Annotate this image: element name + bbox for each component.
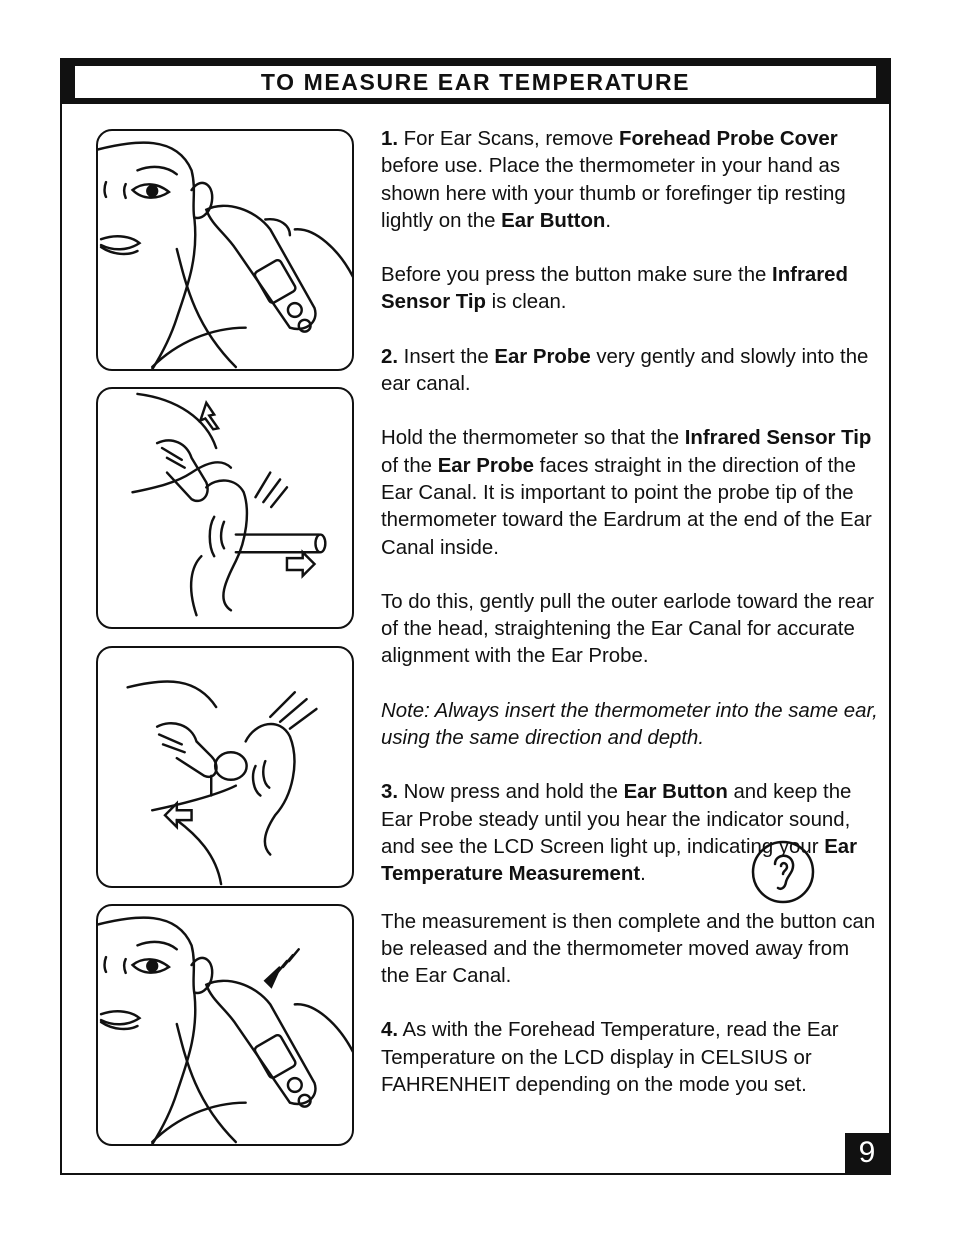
step-4-paragraph: 4. As with the Forehead Temperature, read the Ear Temperature on the LCD display in CELSIUS or FAHRENHEIT depending on the mode you set. — [381, 1019, 839, 1097]
step-1-paragraph: 1. For Ear Scans, remove Forehead Probe Cover before use. Place the thermometer in your hand as shown here with your thumb or forefinger tip resting lightly on the Ear Button. — [381, 128, 846, 232]
pull-earlode-paragraph: To do this, gently pull the outer earlode toward the rear of the head, straightening the Ear Canal for accurate alignment with the Ear Probe. — [381, 590, 875, 668]
page-frame — [60, 58, 891, 1175]
ear-pull-illustration — [96, 387, 354, 629]
measurement-complete-paragraph: The measurement is then complete and the button can be released and the thermometer moved away from the Ear Canal. — [381, 910, 876, 988]
section-title: TO MEASURE EAR TEMPERATURE — [260, 68, 691, 95]
ear-icon — [751, 840, 815, 904]
sensor-clean-paragraph: Before you press the button make sure the Infrared Sensor Tip is clean. — [381, 264, 848, 314]
hold-thermometer-paragraph: Hold the thermometer so that the Infrared Sensor Tip of the Ear Probe faces straight in the direction of the Ear Canal. It is important to point the probe tip of the thermometer toward the Eardrum at the end of the Ear Canal inside. — [381, 427, 872, 559]
step-3-paragraph: 3. Now press and hold the Ear Button and keep the Ear Probe steady until you hear the indicator sound, and see the LCD Screen light up, indicating your Ear Temperature Measurement. — [381, 781, 858, 886]
ear-pull-back-illustration — [96, 646, 354, 888]
note-paragraph: Note: Always insert the thermometer into the same ear, using the same direction and depth. — [381, 699, 878, 750]
face-thermometer-illustration — [96, 129, 354, 371]
instructions-text — [381, 126, 881, 1126]
section-header — [62, 60, 889, 104]
page-number: 9 — [845, 1133, 889, 1173]
step-2-paragraph: 2. Insert the Ear Probe very gently and slowly into the ear canal. — [381, 345, 869, 396]
face-thermometer-press-illustration — [96, 904, 354, 1146]
